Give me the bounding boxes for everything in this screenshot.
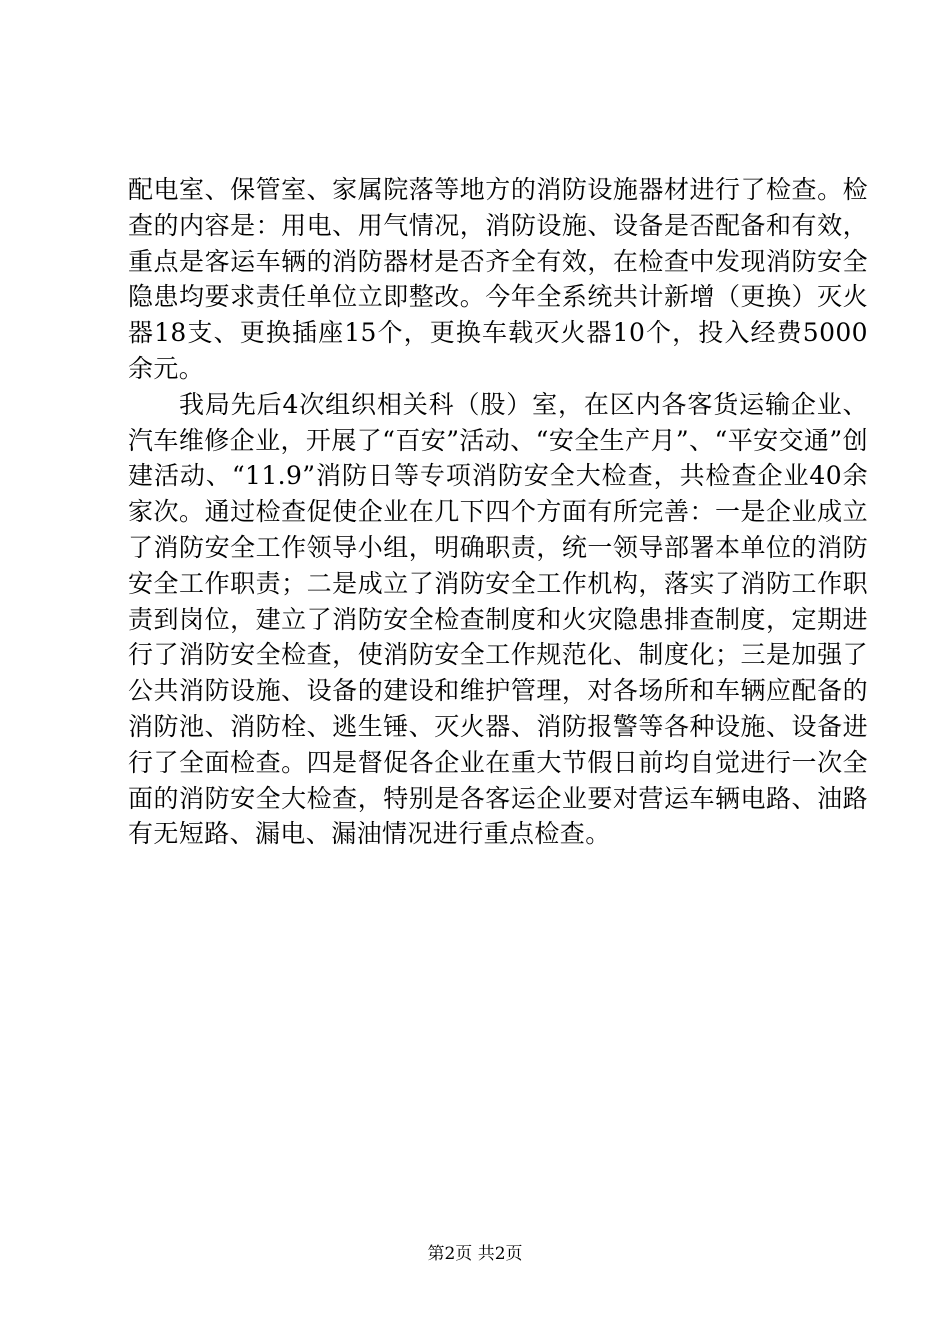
document-body: [128, 172, 868, 852]
page-number-footer: 第2页 共2页: [427, 1244, 523, 1264]
paragraph-continued: 配电室、保管室、家属院落等地方的消防设施器材进行了检查。检查的内容是：用电、用气情况，消防设施、设备是否配备和有效，重点是客运车辆的消防器材是否齐全有效，在检查中发现消防安全隐患均要求责任单位立即整改。今年全系统共计新增（更换）灭火器18支、更换插座15个，更换车载灭火器10个，投入经费5000余元。: [128, 175, 868, 383]
paragraph-inspection-activities: 我局先后4次组织相关科（股）室，在区内各客货运输企业、汽车维修企业，开展了“百安”活动、“安全生产月”、“平安交通”创建活动、“11.9”消防日等专项消防安全大检查，共检查企业40余家次。通过检查促使企业在几下四个方面有所完善：一是企业成立了消防安全工作领导小组，明确职责，统一领导部署本单位的消防安全工作职责；二是成立了消防安全工作机构，落实了消防工作职责到岗位，建立了消防安全检查制度和火灾隐患排查制度，定期进行了消防安全检查，使消防安全工作规范化、制度化；三是加强了公共消防设施、设备的建设和维护管理，对各场所和车辆应配备的消防池、消防栓、逃生锤、灭火器、消防报警等各种设施、设备进行了全面检查。四是督促各企业在重大节假日前均自觉进行一次全面的消防安全大检查，特别是各客运企业要对营运车辆电路、油路有无短路、漏电、漏油情况进行重点检查。: [128, 389, 868, 849]
